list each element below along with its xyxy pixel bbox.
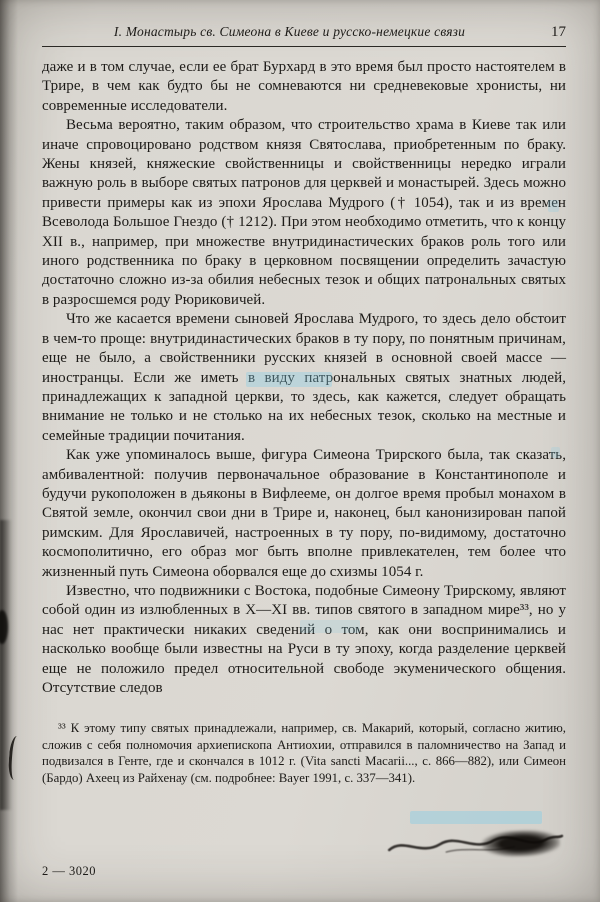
- scan-artifact: [410, 811, 542, 824]
- body-paragraph: Известно, что подвижники с Востока, подобные Симеону Трирскому, являют собой один из излюбленных в X—XI вв. типов святого в западном мире³³, но у нас нет практически никаких сведений о том, как они воспринимались и насколько вообще были известны на Руси в ту эпоху, когда разделение церквей еще не положило предел относительной свободе экуменического общения. Отсутствие следов: [42, 582, 566, 696]
- ink-stamp-blob: [482, 829, 561, 858]
- page-header: [42, 24, 566, 41]
- footnote-text: ³³ К этому типу святых принадлежали, например, св. Макарий, который, согласно житию, сложив с себя полномочия архиепископа Антиохии, отправился в паломничество на Запад и подвизался в Генте, где и скончался в 1012 г. (Vita sancti Macarii..., с. 866—882), или Симеон (Бардо) Ахеец из Райхенау (см. подробнее: Bayer 1991, с. 337—341).: [42, 721, 566, 785]
- body-paragraph: даже и в том случае, если ее брат Бурхард в это время был просто настоятелем в Трире, в чем как будто бы не сомневаются ни средневековые хронисты, ни современные исследователи.: [42, 59, 566, 114]
- header-rule: [42, 46, 566, 47]
- running-title: I. Монастырь св. Симеона в Киеве и русско-немецкие связи: [113, 24, 466, 39]
- body-paragraph: Весьма вероятно, таким образом, что строительство храма в Киеве так или иначе спровоцировано родством князя Святослава, приобретенным по браку. Жены князей, княжеские свойственницы и свойственницы нередко играли важную роль в выборе святых патронов для церквей и монастырей. Здесь можно привести примеры как из эпохи Ярослава Мудрого († 1054), так и из времен Всеволода Большое Гнездо († 1212). При этом необходимо отметить, что к концу XII в., например, при множестве внутридинастических браков роль того или иного родственника по браку в церковном посвящении определить зачастую достаточно сложно из-за обилия небесных тезок и общих патрональных святых в разросшемся роду Рюриковичей.: [42, 117, 566, 308]
- printer-signature-mark: 2 — 3020: [42, 864, 96, 878]
- body-paragraph: Что же касается времени сыновей Ярослава Мудрого, то здесь дело обстоит в чем-то проще: внутридинастических браков в ту пору, по понятным причинам, еще не было, а свойственники русских князей в основной своей массе — иностранцы. Если же иметь в виду патрональных святых знатных людей, принадлежащих к западной церкви, то здесь, как кажется, следует обращать внимание не только и не столько на их небесных тезок, сколько на местные и семейные традиции почитания.: [42, 311, 566, 444]
- ink-stamp: [385, 821, 564, 863]
- body-text: [42, 58, 566, 698]
- ink-scrawl-icon: [385, 821, 564, 863]
- footnote-block: [42, 720, 566, 786]
- body-paragraph: Как уже упоминалось выше, фигура Симеона Трирского была, так сказать, амбивалентной: получив первоначальное образование в Константинополе и будучи рукоположен в дьяконы в Вифлееме, он долгое время пробыл монахом в Святой земле, окончил свои дни в Трире и, наконец, был канонизирован папой римским. Для Ярославичей, настроенных в ту пору, по-видимому, достаточно космополитично, его образ мог быть вполне привлекателен, тем более что жизненный путь Симеона оборвался еще до схизмы 1054 г.: [42, 447, 566, 580]
- page-number: 17: [551, 24, 566, 40]
